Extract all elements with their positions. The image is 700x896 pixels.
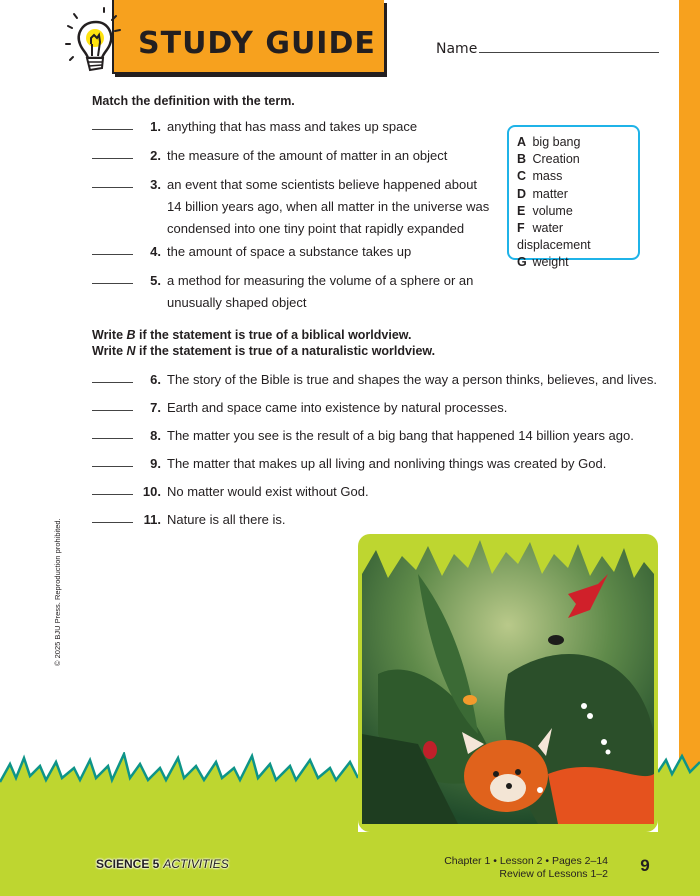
term-item: E volume xyxy=(517,203,573,218)
page-number: 9 xyxy=(640,856,650,875)
question-text: No matter would exist without God. xyxy=(167,484,369,499)
question-9 xyxy=(92,453,606,475)
answer-blank-11[interactable] xyxy=(92,509,133,523)
page-title: STUDY GUIDE xyxy=(138,26,376,61)
answer-blank-7[interactable] xyxy=(92,397,133,411)
term-item: B Creation xyxy=(517,152,580,167)
term-item: F water displacement xyxy=(517,221,591,253)
question-number: 9. xyxy=(150,456,161,471)
question-text: The matter that makes up all living and nonliving things was created by God. xyxy=(167,456,607,471)
answer-blank-8[interactable] xyxy=(92,425,133,439)
answer-blank-1[interactable] xyxy=(92,116,133,130)
review-lessons: Review of Lessons 1–2 xyxy=(499,868,608,880)
orange-side-stripe xyxy=(679,0,700,780)
question-8 xyxy=(92,425,634,447)
answer-blank-6[interactable] xyxy=(92,369,133,383)
answer-blank-2[interactable] xyxy=(92,145,133,159)
question-text: The story of the Bible is true and shapes the way a person thinks, believes, and lives. xyxy=(167,372,657,387)
chapter-info xyxy=(444,855,608,881)
question-2 xyxy=(92,145,447,167)
term-item: C mass xyxy=(517,169,563,184)
question-text: the measure of the amount of matter in an object xyxy=(167,148,448,163)
question-number: 2. xyxy=(150,148,161,163)
question-text: The matter you see is the result of a big bang that happened 14 billion years ago. xyxy=(167,428,634,443)
question-number: 10. xyxy=(142,484,161,499)
question-text: an event that some scientists believe happened about xyxy=(167,177,478,192)
answer-blank-4[interactable] xyxy=(92,241,133,255)
worldview-instruction: Write B if the statement is true of a biblical worldview. Write N if the statement is true of a naturalistic worldview. xyxy=(92,328,436,358)
name-field[interactable] xyxy=(479,52,659,53)
question-number: 6. xyxy=(150,372,161,387)
question-7 xyxy=(92,397,507,419)
question-number: 1. xyxy=(150,119,161,134)
question-text: Nature is all there is. xyxy=(167,512,286,527)
question-number: 7. xyxy=(150,400,161,415)
question-6 xyxy=(92,369,657,391)
panda-tail xyxy=(548,767,654,824)
question-5 xyxy=(92,270,473,314)
question-text: 14 billion years ago, when all matter in the universe was xyxy=(167,199,490,214)
question-text: condensed into one tiny point that rapidly expanded xyxy=(167,221,465,236)
question-text: anything that has mass and takes up space xyxy=(167,119,418,134)
frog xyxy=(548,635,564,645)
chapter-lesson-pages: Chapter 1 • Lesson 2 • Pages 2–14 xyxy=(444,855,608,867)
term-bank xyxy=(507,125,640,270)
answer-blank-5[interactable] xyxy=(92,270,133,284)
term-item: G weight xyxy=(517,255,569,270)
orange-frog xyxy=(463,695,477,705)
question-number: 4. xyxy=(150,244,161,259)
jungle-scene xyxy=(358,534,658,832)
answer-blank-10[interactable] xyxy=(92,481,133,495)
question-number: 3. xyxy=(150,177,161,192)
question-3 xyxy=(92,174,489,240)
lightbulb-icon xyxy=(62,4,126,76)
name-label: Name xyxy=(436,41,478,57)
question-number: 11. xyxy=(143,512,161,527)
question-text: the amount of space a substance takes up xyxy=(167,244,412,259)
question-number: 8. xyxy=(150,428,161,443)
question-10 xyxy=(92,481,369,503)
question-11 xyxy=(92,509,286,531)
match-instruction: Match the definition with the term. xyxy=(92,94,295,108)
question-text: a method for measuring the volume of a sphere or an xyxy=(167,273,474,288)
term-item: A big bang xyxy=(517,135,581,149)
question-number: 5. xyxy=(150,273,161,288)
red-panda-illustration xyxy=(358,534,658,832)
answer-blank-3[interactable] xyxy=(92,174,133,188)
question-1 xyxy=(92,116,417,138)
answer-blank-9[interactable] xyxy=(92,453,133,467)
question-4 xyxy=(92,241,411,263)
book-title: SCIENCE 5 ACTIVITIES xyxy=(96,857,229,871)
question-text: Earth and space came into existence by natural processes. xyxy=(167,400,508,415)
copyright-notice: © 2025 BJU Press. Reproduction prohibited. xyxy=(53,518,62,666)
question-text: unusually shaped object xyxy=(167,295,307,310)
red-frog xyxy=(423,741,437,759)
term-item: D matter xyxy=(517,186,568,201)
